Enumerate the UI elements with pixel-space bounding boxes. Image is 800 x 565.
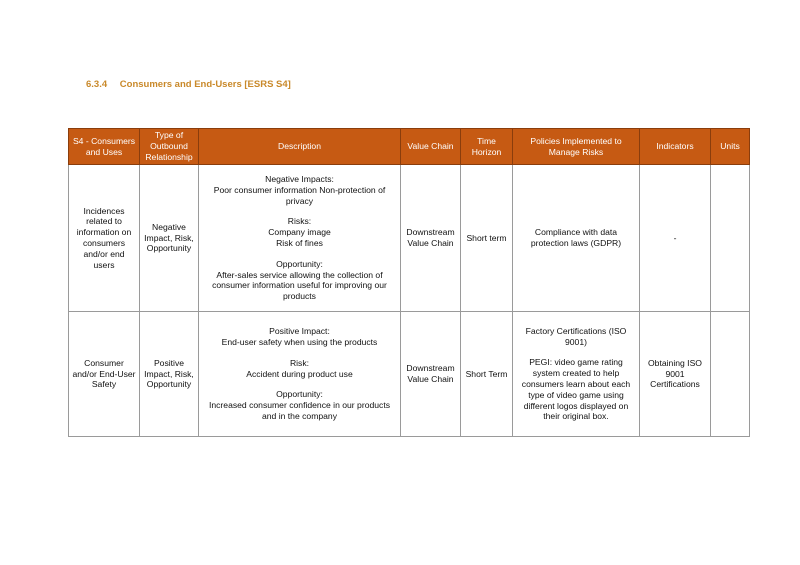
cell-time-horizon: Short Term <box>461 312 513 437</box>
opportunity-text: After-sales service allowing the collection of consumer information useful for improving our products <box>212 269 387 302</box>
cell-description <box>199 312 401 437</box>
cell-policies <box>513 165 640 312</box>
cell-units <box>711 165 750 312</box>
header-s4-topic: S4 - Consumers and Uses <box>69 129 140 165</box>
impact-text: End-user safety when using the products <box>221 337 378 347</box>
consumers-impacts-table <box>68 128 750 437</box>
policy-text: PEGI: video game rating system created to help consumers learn about each type of video game using different logos displayed on their original box. <box>521 357 631 422</box>
cell-indicators: - <box>640 165 711 312</box>
cell-policies <box>513 312 640 437</box>
section-title: Consumers and End-Users [ESRS S4] <box>119 79 291 90</box>
section-number: 6.3.4 <box>86 79 108 90</box>
cell-relationship: Positive Impact, Risk, Opportunity <box>140 312 199 437</box>
header-relationship-type: Type of Outbound Relationship <box>140 129 199 165</box>
cell-description <box>199 165 401 312</box>
header-description: Description <box>199 129 401 165</box>
policy-text: Compliance with data protection laws (GDPR) <box>530 227 622 248</box>
table-header-row <box>69 129 750 165</box>
cell-topic: Consumer and/or End-User Safety <box>69 312 140 437</box>
impact-label: Positive Impact: <box>269 326 330 337</box>
risk-label: Risks: <box>287 216 312 227</box>
opportunity-label: Opportunity: <box>276 389 323 400</box>
header-indicators: Indicators <box>640 129 711 165</box>
cell-units <box>711 312 750 437</box>
section-heading <box>86 79 291 90</box>
header-time-horizon: Time Horizon <box>461 129 513 165</box>
table-row <box>69 165 750 312</box>
cell-value-chain: Downstream Value Chain <box>401 312 461 437</box>
policy-text: Factory Certifications (ISO 9001) <box>525 325 627 347</box>
opportunity-text: Increased consumer confidence in our products and in the company <box>208 400 391 421</box>
risk-line: Risk of fines <box>276 238 323 248</box>
impact-text: Poor consumer information Non-protection of privacy <box>213 184 386 206</box>
table-row <box>69 312 750 437</box>
header-policies: Policies Implemented to Manage Risks <box>513 129 640 165</box>
header-units: Units <box>711 129 750 165</box>
opportunity-label: Opportunity: <box>276 258 323 269</box>
cell-value-chain: Downstream Value Chain <box>401 165 461 312</box>
header-value-chain: Value Chain <box>401 129 461 165</box>
cell-time-horizon: Short term <box>461 165 513 312</box>
cell-indicators: Obtaining ISO 9001 Certifications <box>640 312 711 437</box>
risk-line: Company image <box>268 227 331 238</box>
impact-label: Negative Impacts: <box>265 174 334 185</box>
risk-label: Risk: <box>289 357 310 368</box>
cell-relationship: Negative Impact, Risk, Opportunity <box>140 165 199 312</box>
risk-line: Accident during product use <box>246 368 353 379</box>
cell-topic: Incidences related to information on consumers and/or end users <box>69 165 140 312</box>
